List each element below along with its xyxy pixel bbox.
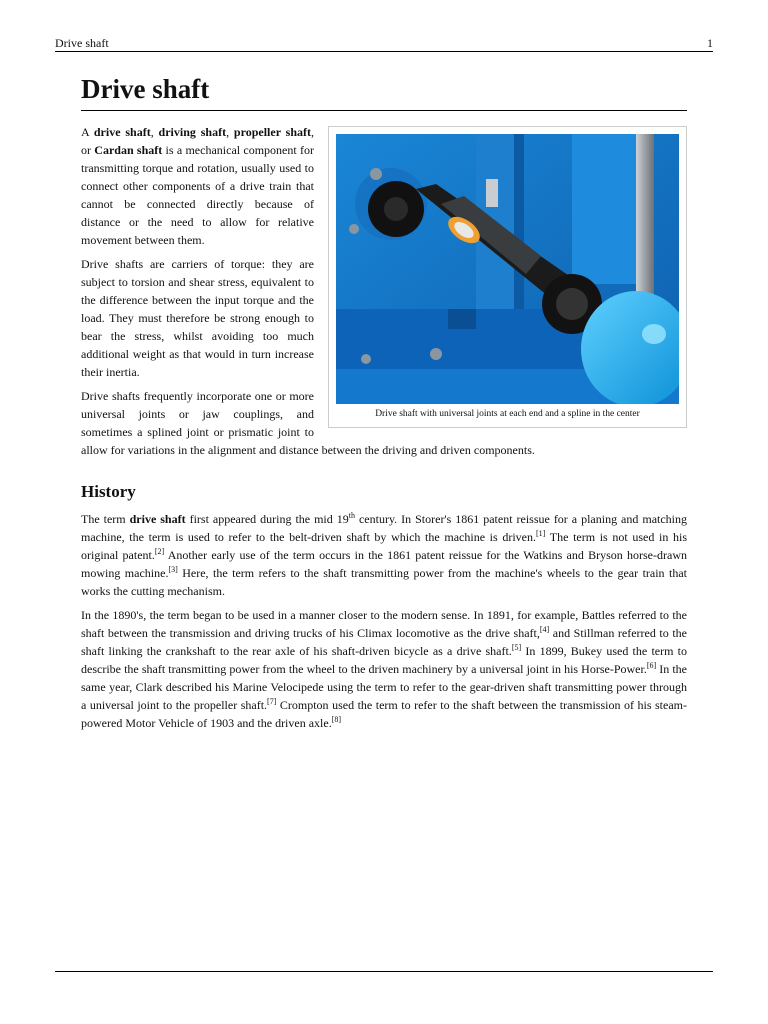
running-title: Drive shaft: [55, 36, 109, 50]
text-run: is a mechanical component for transmitting torque and rotation, usually used to connect other components of a drive train that cannot be connected directly because of distance or the need to allow for relative movement between them.: [81, 143, 314, 247]
citation-link[interactable]: [3]: [168, 565, 178, 574]
text-run: A: [81, 125, 94, 139]
text-run: The term: [81, 512, 130, 526]
figure-box: [328, 126, 687, 428]
history-paragraph-1: [81, 510, 687, 600]
text-run: In the same year, Clark described his Marine Velocipede using the term to refer to the gear-driven shaft transmitting power through a universal joint to the propeller shaft.: [81, 662, 688, 712]
term-propeller-shaft: propeller shaft: [233, 125, 311, 139]
history-paragraph-2: [81, 606, 687, 732]
footer-rule: [55, 971, 713, 972]
figure-caption: Drive shaft with universal joints at each end and a spline in the center: [375, 409, 640, 419]
term-drive-shaft: drive shaft: [93, 125, 151, 139]
citation-link[interactable]: [8]: [331, 715, 342, 724]
citation-link[interactable]: [5]: [511, 643, 522, 652]
text-run: The term is not used in his original patent.: [81, 530, 688, 562]
history-heading: History: [81, 482, 136, 501]
citation-link[interactable]: [4]: [539, 625, 550, 634]
text-run: ,: [150, 125, 159, 139]
text-run: Another early use of the term occurs in the 1861 patent reissue for the Watkins and Bryson horse-drawn mowing machine.: [81, 548, 687, 580]
text-run: and Stillman referred to the shaft linking the crankshaft to the rear axle of his shaft-driven bicycle as a drive shaft.: [81, 626, 687, 658]
running-header: [55, 35, 713, 51]
citation-link[interactable]: [7]: [267, 697, 277, 706]
article-body: [81, 70, 687, 738]
text-run: ,: [226, 125, 234, 139]
text-run: first appeared during the mid 19: [185, 512, 349, 526]
torque-paragraph: Drive shafts are carriers of torque: they are subject to torsion and shear stress, equivalent to the difference between the input torque and the load. They must therefore be strong enough to bear the stress, whilst avoiding too much additional weight as that would in turn increase their inertia.: [81, 257, 314, 379]
citation-link[interactable]: [2]: [154, 547, 165, 556]
citation-link[interactable]: [1]: [536, 529, 546, 538]
term-cardan-shaft: Cardan shaft: [94, 143, 163, 157]
header-rule: [55, 51, 713, 52]
text-run: Here, the term refers to the shaft transmitting power from the machine's wheels to the gear train that works the cutting mechanism.: [81, 566, 688, 598]
term-driving-shaft: driving shaft: [158, 125, 227, 139]
citation-link[interactable]: [6]: [646, 661, 657, 670]
text-run: , or: [81, 125, 314, 157]
drive-shaft-photo: [336, 134, 679, 404]
text-run: In 1899, Bukey used the term to describe the shaft transmitting power from the wheel to the driven machinery by a universal joint in his Horse-Power.: [81, 644, 687, 676]
page-title: Drive shaft: [81, 70, 687, 111]
text-run: century. In Storer's 1861 patent reissue for a planing and matching machine, the term is used to refer to the belt-driven shaft by which the machine is driven.: [81, 512, 688, 544]
page-number: 1: [707, 36, 713, 50]
term-drive-shaft: drive shaft: [129, 512, 186, 526]
text-run: In the 1890's, the term began to be used in a manner closer to the modern sense. In 1891, for example, Battles referred to the shaft between the transmission and driving trucks of his Climax locomotive as the drive shaft,: [81, 608, 687, 640]
text-run: Crompton used the term to refer to the shaft between the transmission of his steam-powered Motor Vehicle of 1903 and the driven axle.: [81, 698, 688, 730]
joints-paragraph: Drive shafts frequently incorporate one or more universal joints or jaw couplings, and sometimes a splined joint or prismatic joint to allow for variations in the alignment and distance between the driving and driven components.: [81, 389, 535, 457]
ordinal-superscript: th: [348, 511, 355, 520]
